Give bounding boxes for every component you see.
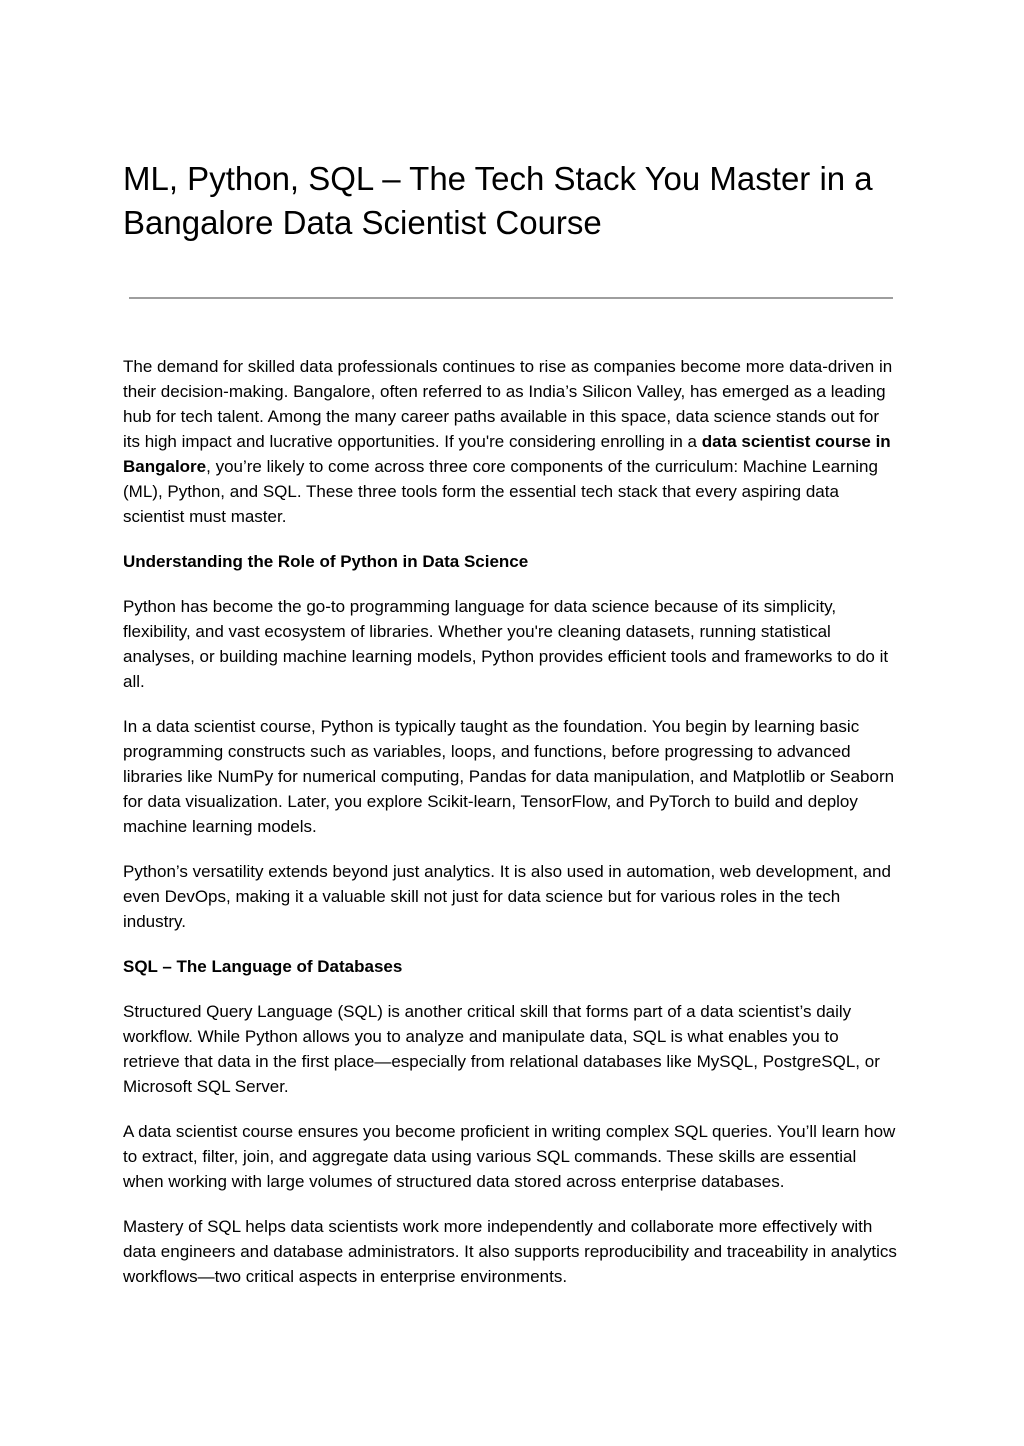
intro-keyword: data scientist course in Bangalore (123, 432, 891, 476)
python-section-heading: Understanding the Role of Python in Data Science (123, 552, 529, 571)
python-paragraph-1: Python has become the go-to programming language for data science because of its simplicity, flexibility, and vast ecosystem of libraries. Whether you're cleaning datasets, running statistical analyses, or building machine learning models, Python provides efficient tools and frameworks to do it all. (123, 597, 889, 691)
title-divider (129, 297, 893, 299)
sql-section-heading: SQL – The Language of Databases (123, 957, 403, 976)
sql-paragraph-3: Mastery of SQL helps data scientists work more independently and collaborate more effectively with data engineers and database administrators. It also supports reproducibility and traceability in analytics workflows—two critical aspects in enterprise environments. (123, 1217, 897, 1286)
python-paragraph-2: In a data scientist course, Python is typically taught as the foundation. You begin by learning basic programming constructs such as variables, loops, and functions, before progressing to advanced libraries like NumPy for numerical computing, Pandas for data manipulation, and Matplotlib or Seaborn for data visualization. Later, you explore Scikit-learn, TensorFlow, and PyTorch to build and deploy machine learning models. (123, 717, 895, 836)
page-title: ML, Python, SQL – The Tech Stack You Master in a Bangalore Data Scientist Course (123, 160, 873, 241)
intro-text-after: , you’re likely to come across three core components of the curriculum: Machine Learning (ML), Python, and SQL. These three tools form the essential tech stack that every aspiring data scientist must master. (123, 457, 878, 526)
article-body (123, 354, 898, 1309)
sql-paragraph-2: A data scientist course ensures you become proficient in writing complex SQL queries. You’ll learn how to extract, filter, join, and aggregate data using various SQL commands. These skills are essential when working with large volumes of structured data stored across enterprise databases. (123, 1122, 896, 1191)
intro-paragraph (123, 354, 898, 529)
sql-paragraph-1: Structured Query Language (SQL) is another critical skill that forms part of a data scientist’s daily workflow. While Python allows you to analyze and manipulate data, SQL is what enables you to retrieve that data in the first place—especially from relational databases like MySQL, PostgreSQL, or Microsoft SQL Server. (123, 1002, 880, 1096)
intro-text-before: The demand for skilled data professionals continues to rise as companies become more data-driven in their decision-making. Bangalore, often referred to as India’s Silicon Valley, has emerged as a leading hub for tech talent. Among the many career paths available in this space, data science stands out for its high impact and lucrative opportunities. If you're considering enrolling in a (123, 357, 893, 451)
python-paragraph-3: Python’s versatility extends beyond just analytics. It is also used in automation, web development, and even DevOps, making it a valuable skill not just for data science but for various roles in the tech industry. (123, 862, 891, 931)
